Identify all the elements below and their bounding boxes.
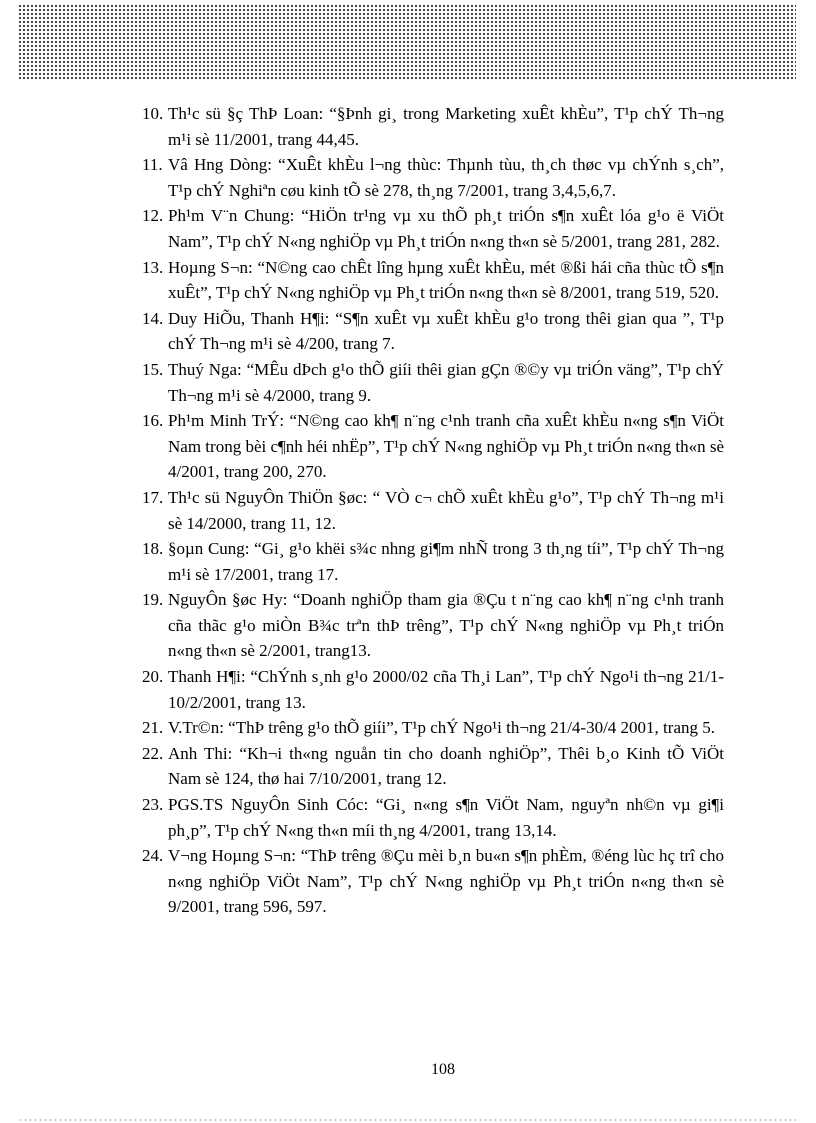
reference-item [142, 485, 724, 536]
reference-number: 11. [142, 155, 163, 175]
reference-number: 18. [142, 539, 164, 559]
reference-number: 12. [142, 206, 164, 226]
reference-item [142, 843, 724, 920]
reference-number: 10. [142, 104, 164, 123]
reference-item [142, 408, 724, 485]
reference-text: Duy HiÕu, Thanh H¶i: “S¶n xuÊt vµ xuÊt khÈu g¹o trong thêi gian qua ”, T¹p chÝ Th¬ng m¹i sè 4/200, trang 7. [168, 308, 724, 354]
reference-text: NguyÔn §øc Hy: “Doanh nghiÖp tham gia ®Çu t n¨ng cao kh¶ n¨ng c¹nh tranh cña thãc g¹o miÒn B¾c trªn thÞ trêng”, T¹p chÝ N«ng nghiÖp vµ Ph¸t triÓn n«ng th«n sè 2/2001, trang13. [168, 590, 724, 661]
reference-number: 22. [142, 743, 164, 763]
reference-text: Anh Thi: “Kh¬i th«ng nguån tin cho doanh nghiÖp”, Thêi b¸o Kinh tÕ ViÖt Nam sè 124, thø hai 7/10/2001, trang 12. [168, 743, 724, 789]
reference-number: 17. [142, 487, 164, 507]
reference-item [142, 715, 724, 741]
reference-item [142, 101, 724, 152]
reference-number: 13. [142, 257, 164, 277]
page-number: 108 [431, 1061, 455, 1078]
reference-item [142, 587, 724, 664]
reference-item [142, 255, 724, 306]
reference-item [142, 664, 724, 715]
decorative-bottom-rule [18, 1119, 796, 1121]
reference-number: 15. [142, 359, 164, 379]
reference-text: §oµn Cung: “Gi¸ g¹o khëi s¾c nhng gi¶m nhÑ trong 3 th¸ng tíi”, T¹p chÝ Th¬ng m¹i sè 17/2001, trang 17. [168, 539, 724, 584]
reference-number: 21. [142, 718, 164, 738]
reference-text: Th¹c sü NguyÔn ThiÖn §øc: “ VÒ c¬ chÕ xuÊt khÈu g¹o”, T¹p chÝ Th¬ng m¹i sè 14/2000, trang 11, 12. [168, 487, 724, 533]
reference-item [142, 152, 724, 203]
reference-text: Thuý Nga: “MÊu dÞch g¹o thÕ giíi thêi gian gÇn ®©y vµ triÓn väng”, T¹p chÝ Th¬ng m¹i sè 4/2000, trang 9. [168, 359, 724, 405]
reference-number: 16. [142, 411, 164, 431]
reference-item [142, 536, 724, 587]
reference-text: Th¹c sü §ç ThÞ Loan: “§Þnh gi¸ trong Marketing xuÊt khÈu”, T¹p chÝ Th¬ng m¹i sè 11/2001, trang 44,45. [168, 104, 724, 149]
reference-number: 20. [142, 667, 164, 687]
reference-number: 19. [142, 590, 164, 610]
reference-text: Ph¹m Minh TrÝ: “N©ng cao kh¶ n¨ng c¹nh tranh cña xuÊt khÈu n«ng s¶n ViÖt Nam trong bèi c¶nh héi nhËp”, T¹p chÝ N«ng nghiÖp vµ Ph¸t triÓn n«ng th«n sè 4/2001, trang 200, 270. [168, 411, 724, 482]
decorative-top-border [18, 4, 796, 80]
reference-text: V¬ng Hoµng S¬n: “ThÞ trêng ®Çu mèi b¸n bu«n s¶n phÈm, ®éng lùc hç trî cho n«ng nghiÖp ViÖt Nam”, T¹p chÝ N«ng nghiÖp vµ Ph¸t triÓn n«ng th«n sè 9/2001, trang 596, 597. [168, 846, 724, 917]
reference-item [142, 203, 724, 254]
reference-item [142, 792, 724, 843]
reference-item [142, 741, 724, 792]
reference-text: Ph¹m V¨n Chung: “HiÖn tr¹ng vµ xu thÕ ph¸t triÓn s¶n xuÊt lóa g¹o ë ViÖt Nam”, T¹p chÝ N«ng nghiÖp vµ Ph¸t triÓn n«ng th«n sè 5/2001, trang 281, 282. [168, 206, 724, 251]
reference-number: 24. [142, 846, 164, 866]
reference-text: Thanh H¶i: “ChÝnh s¸nh g¹o 2000/02 cña Th¸i Lan”, T¹p chÝ Ngo¹i th¬ng 21/1-10/2/2001, trang 13. [168, 667, 724, 712]
reference-item [142, 357, 724, 408]
reference-number: 23. [142, 795, 164, 815]
reference-number: 14. [142, 308, 164, 328]
reference-item [142, 306, 724, 357]
reference-text: Hoµng S¬n: “N©ng cao chÊt lîng hµng xuÊt khÈu, mét ®ßi hái cña thùc tÕ s¶n xuÊt”, T¹p chÝ N«ng nghiÖp vµ Ph¸t triÓn n«ng th«n sè 8/2001, trang 519, 520. [168, 257, 724, 303]
reference-list [142, 101, 724, 920]
reference-text: Vâ Hng Dòng: “XuÊt khÈu l¬ng thùc: Thµnh tùu, th¸ch thøc vµ chÝnh s¸ch”, T¹p chÝ Nghiªn cøu kinh tÕ sè 278, th¸ng 7/2001, trang 3,4,5,6,7. [168, 155, 724, 200]
reference-text: PGS.TS NguyÔn Sinh Cóc: “Gi¸ n«ng s¶n ViÖt Nam, nguyªn nh©n vµ gi¶i ph¸p”, T¹p chÝ N«ng th«n míi th¸ng 4/2001, trang 13,14. [168, 795, 724, 840]
reference-text: V.Tr©n: “ThÞ trêng g¹o thÕ giíi”, T¹p chÝ Ngo¹i th¬ng 21/4-30/4 2001, trang 5. [168, 718, 715, 738]
